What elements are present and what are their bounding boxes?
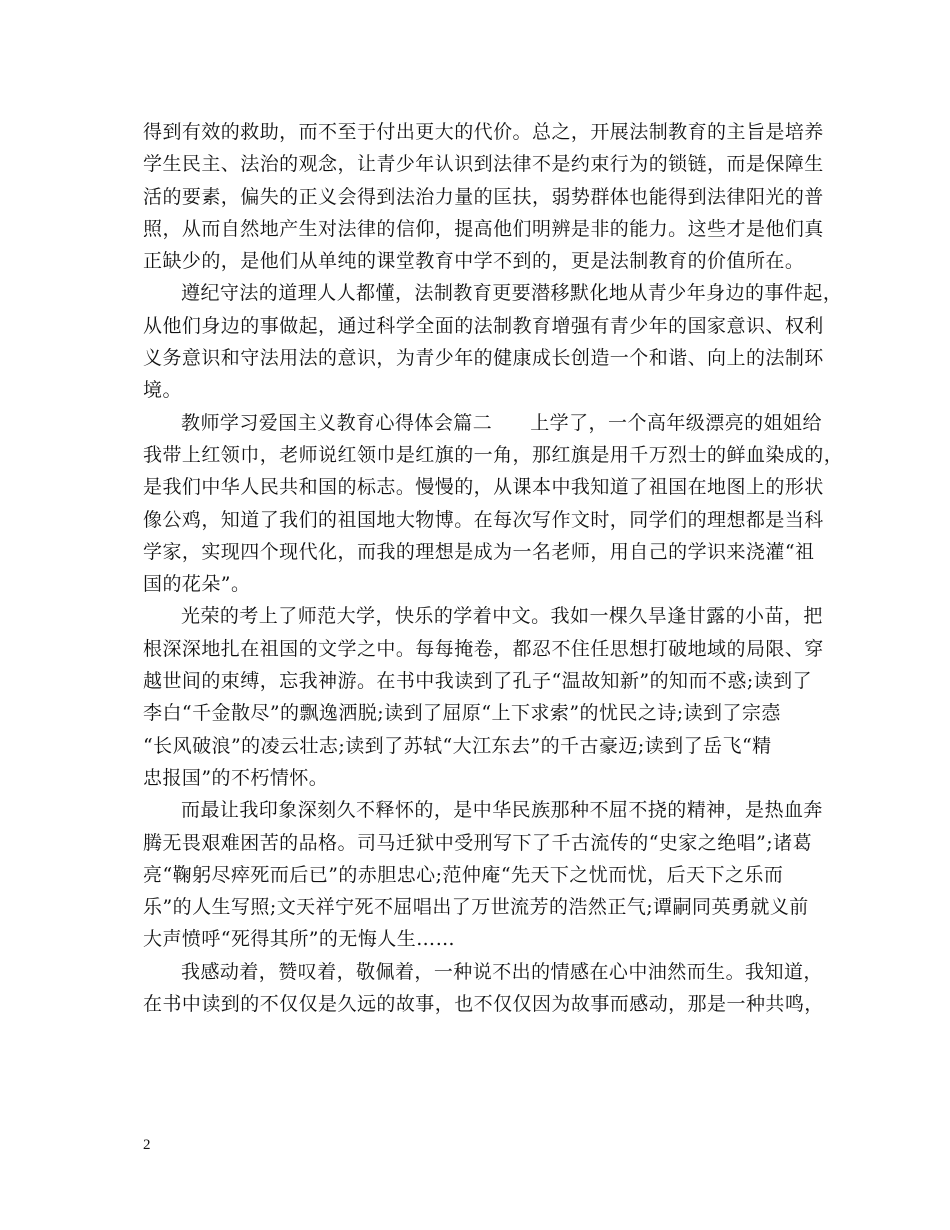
text-line: 而最让我印象深刻久不释怀的，是中华民族那种不屈不挠的精神，是热血奔 bbox=[181, 799, 823, 822]
text-line: 从他们身边的事做起，通过科学全面的法制教育增强有青少年的国家意识、权利 bbox=[143, 314, 824, 337]
text-line: 义务意识和守法用法的意识，为青少年的健康成长创造一个和谐、向上的法制环 bbox=[143, 347, 824, 370]
text-line: 是我们中华人民共和国的标志。慢慢的，从课本中我知道了祖国在地图上的形状 bbox=[143, 476, 824, 499]
page-number: 2 bbox=[143, 1137, 151, 1153]
text-line: 大声愤呼“死得其所”的无悔人生…… bbox=[143, 928, 456, 951]
text-line: “长风破浪”的凌云壮志;读到了苏轼“大江东去”的千古豪迈;读到了岳飞“精 bbox=[143, 734, 772, 757]
text-line: 忠报国”的不朽情怀。 bbox=[143, 766, 329, 789]
text-line: 正缺少的，是他们从单纯的课堂教育中学不到的，更是法制教育的价值所在。 bbox=[143, 250, 805, 273]
paragraph-2 bbox=[143, 277, 843, 406]
text-line: 学家，实现四个现代化，而我的理想是成为一名老师，用自己的学识来浇灌“祖 bbox=[143, 540, 815, 563]
text-line: 我感动着，赞叹着，敬佩着，一种说不出的情感在心中油然而生。我知道， bbox=[181, 960, 823, 983]
text-line: 像公鸡，知道了我们的祖国地大物博。在每次写作文时，同学们的理想都是当科 bbox=[143, 508, 824, 531]
text-line: 上学了，一个高年级漂亮的姐姐给 bbox=[530, 411, 822, 434]
paragraph-1 bbox=[143, 116, 824, 277]
text-line: 在书中读到的不仅仅是久远的故事，也不仅仅因为故事而感动，那是一种共鸣， bbox=[143, 993, 824, 1016]
text-line: 乐”的人生写照;文天祥宁死不屈唱出了万世流芳的浩然正气;谭嗣同英勇就义前 bbox=[143, 896, 809, 919]
text-line: 光荣的考上了师范大学，快乐的学着中文。我如一棵久旱逢甘露的小苗，把 bbox=[181, 605, 823, 628]
text-line: 国的花朵”。 bbox=[143, 573, 251, 596]
heading-line bbox=[143, 407, 822, 439]
text-line: 遵纪守法的道理人人都懂，法制教育更要潜移默化地从青少年身边的事件起， bbox=[181, 282, 843, 305]
text-line: 学生民主、法治的观念，让青少年认识到法律不是约束行为的锁链，而是保障生 bbox=[143, 153, 824, 176]
document-body bbox=[143, 116, 844, 1020]
section-heading: 教师学习爱国主义教育心得体会篇二 bbox=[181, 411, 493, 434]
text-line: 李白“千金散尽”的飘逸洒脱;读到了屈原“上下求索”的忧民之诗;读到了宗悫 bbox=[143, 702, 781, 725]
text-line: 照，从而自然地产生对法律的信仰，提高他们明辨是非的能力。这些才是他们真 bbox=[143, 217, 824, 240]
text-line: 得到有效的救助，而不至于付出更大的代价。总之，开展法制教育的主旨是培养 bbox=[143, 121, 824, 143]
paragraph-4 bbox=[143, 600, 824, 794]
text-line: 根深深地扎在祖国的文学之中。每每掩卷，都忍不住任思想打破地域的局限、穿 bbox=[143, 637, 824, 660]
text-line: 活的要素，偏失的正义会得到法治力量的匡扶，弱势群体也能得到法律阳光的普 bbox=[143, 185, 824, 208]
text-line: 越世间的束缚，忘我神游。在书中我读到了孔子“温故知新”的知而不惑;读到了 bbox=[143, 670, 813, 693]
text-line: 腾无畏艰难困苦的品格。司马迁狱中受刑写下了千古流传的“史家之绝唱”;诸葛 bbox=[143, 831, 813, 854]
text-line: 亮“鞠躬尽瘁死而后已”的赤胆忠心;范仲庵“先天下之忧而忧，后天下之乐而 bbox=[143, 863, 784, 886]
paragraph-5 bbox=[143, 794, 823, 955]
paragraph-6 bbox=[143, 956, 824, 1021]
text-line: 我带上红领巾，老师说红领巾是红旗的一角，那红旗是用千万烈士的鲜血染成的， bbox=[143, 443, 844, 466]
paragraph-3 bbox=[143, 407, 844, 601]
text-line: 境。 bbox=[143, 379, 182, 402]
